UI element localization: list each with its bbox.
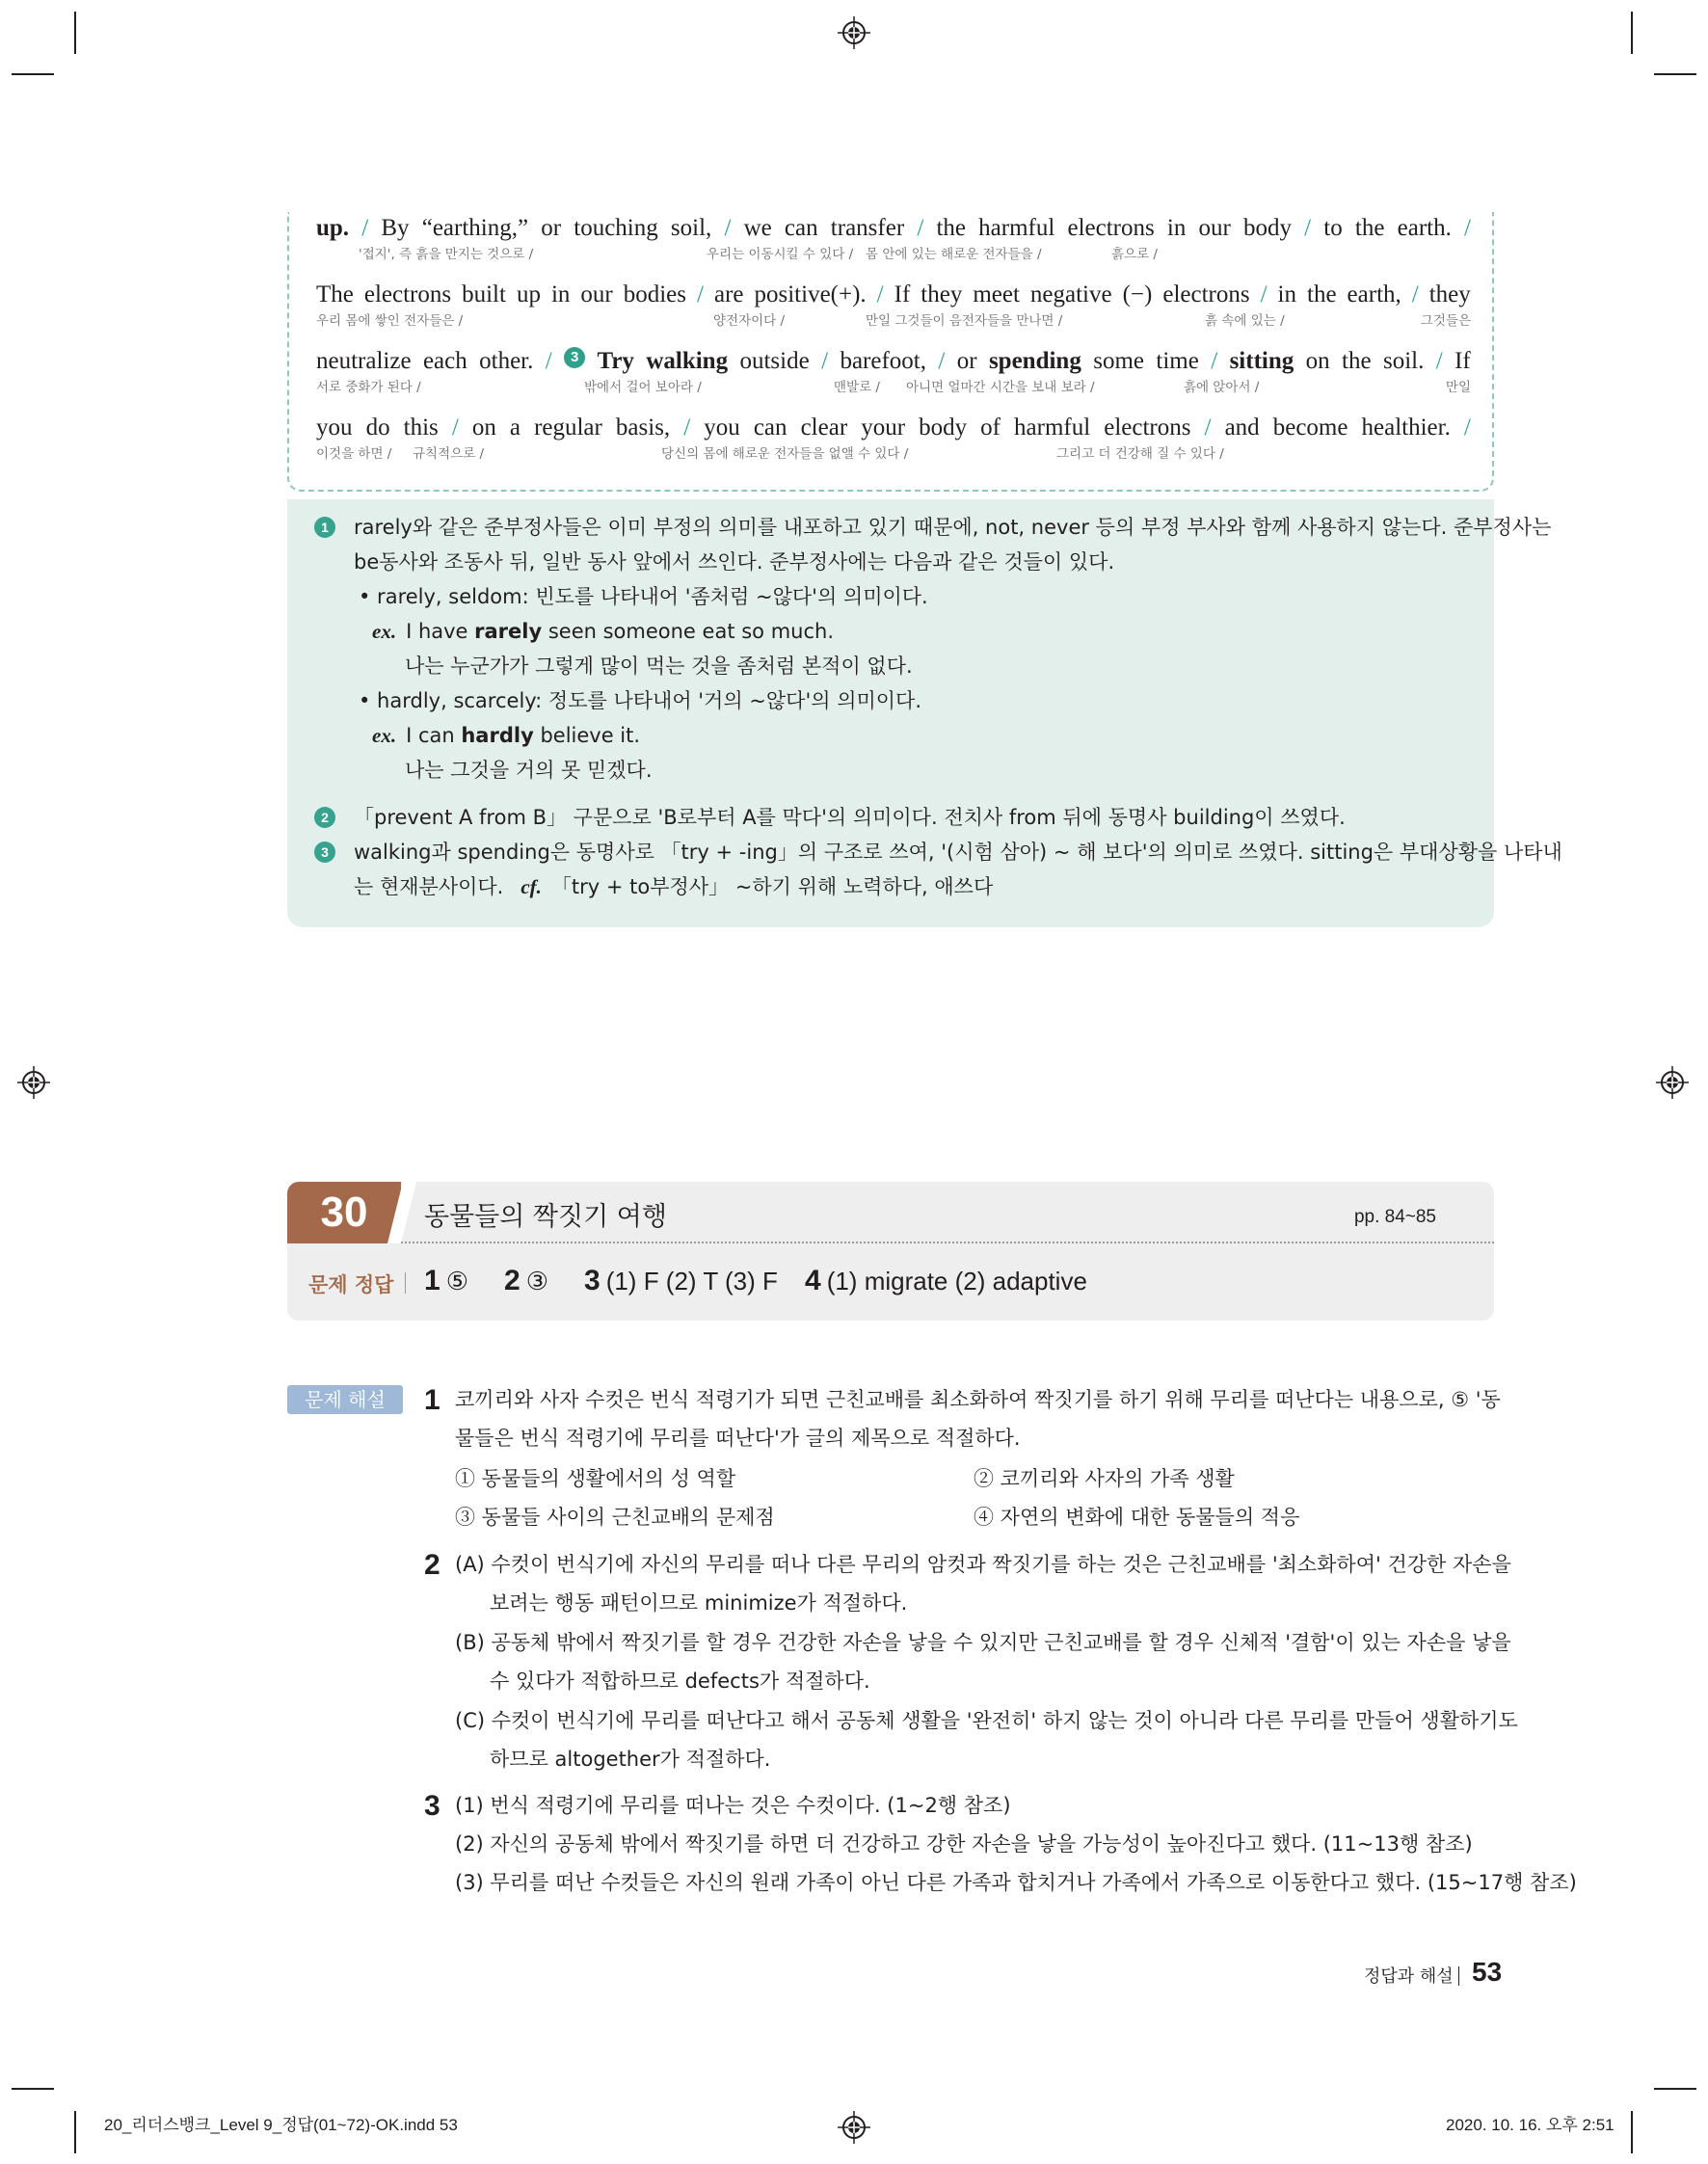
passage-korean	[316, 309, 1471, 329]
passage-word: are	[713, 281, 744, 307]
phrase-translation: 흙으로 /	[1111, 247, 1158, 262]
passage-word: the	[1307, 281, 1337, 307]
cf-label: cf.	[520, 875, 542, 898]
explanation-text: (C) 수컷이 번식기에 무리를 떠난다고 해서 공동체 생활을 '완전히' 하지 않는 것이 아니라 다른 무리를 만들어 생활하기도	[455, 1709, 1518, 1732]
phrase-translation: 밖에서 걸어 보아라 /	[584, 380, 702, 395]
section-pages: pp. 84~85	[1353, 1207, 1436, 1227]
note-marker-icon: 3	[564, 347, 585, 368]
passage-english	[316, 214, 1471, 243]
note-number-badge: 1	[314, 517, 335, 538]
phrase-divider: /	[1411, 281, 1419, 307]
passage-word: sitting	[1229, 348, 1294, 374]
answer-number: 2	[504, 1265, 520, 1296]
passage-word: we	[743, 215, 772, 241]
passage-english	[316, 414, 1471, 442]
phrase-translation: 그리고 더 건강해 질 수 있다 /	[1056, 446, 1224, 462]
explanation-text: 물들은 번식 적령기에 무리를 떠난다'가 글의 제목으로 적절하다.	[455, 1427, 1021, 1450]
passage-word: or	[541, 215, 562, 241]
page-number: 53	[1472, 1957, 1503, 1987]
registration-mark-icon	[1656, 1066, 1689, 1099]
phrase-translation: '접지', 즉 흙을 만지는 것으로 /	[359, 247, 534, 262]
passage-word: can	[753, 414, 787, 441]
example-keyword: rarely	[474, 620, 543, 643]
passage-word: electrons	[363, 281, 452, 307]
note-number-badge: 3	[314, 842, 335, 863]
question-number: 1	[424, 1384, 440, 1416]
passage-word: become	[1272, 414, 1348, 441]
phrase-translation: 흙에 앉아서 /	[1184, 380, 1260, 395]
passage-word: soil.	[1382, 348, 1425, 374]
passage-word: they	[921, 281, 963, 307]
crop-mark	[74, 12, 76, 54]
passage-word: other.	[479, 348, 534, 374]
passage-word: the	[1354, 215, 1385, 241]
phrase-divider: /	[451, 414, 459, 441]
question-number: 2	[424, 1549, 440, 1581]
phrase-divider: /	[1204, 414, 1212, 441]
note-bullet: • rarely, seldom: 빈도를 나타내어 '좀처럼 ~않다'의 의미이다.	[359, 585, 928, 608]
note-translation: 나는 그것을 거의 못 믿겠다.	[405, 759, 653, 782]
passage-word: on	[471, 414, 496, 441]
passage-word: earth,	[1347, 281, 1401, 307]
passage-word: clear	[800, 414, 848, 441]
note-text: be동사와 조동사 뒤, 일반 동사 앞에서 쓰인다. 준부정사에는 다음과 같은 것들이 있다.	[354, 550, 1115, 574]
phrase-divider: /	[683, 414, 691, 441]
registration-mark-icon	[838, 2111, 870, 2144]
note-translation: 나는 누군가가 그렇게 많이 먹는 것을 좀처럼 본적이 없다.	[405, 655, 913, 678]
answer-number: 3	[584, 1265, 600, 1296]
phrase-translation: 우리 몸에 쌓인 전자들은 /	[316, 313, 464, 329]
passage-word: electrons	[1162, 281, 1250, 307]
phrase-translation: 당신의 몸에 해로운 전자들을 없앨 수 있다 /	[661, 446, 909, 462]
phrase-divider: /	[1435, 348, 1443, 374]
answer-option: ① 동물들의 생활에서의 성 역할	[455, 1467, 736, 1490]
phrase-translation: 흙 속에 있는 /	[1205, 313, 1285, 329]
passage-word: do	[365, 414, 390, 441]
phrase-divider: /	[1304, 215, 1312, 241]
registration-mark-icon	[17, 1066, 50, 1099]
answer-item	[584, 1265, 778, 1297]
crop-mark	[1654, 2088, 1696, 2090]
passage-word: a	[509, 414, 520, 441]
explanation-text: (3) 무리를 떠난 수컷들은 자신의 원래 가족이 아닌 다른 가족과 합치거나 가족에서 가족으로 이동한다고 했다. (15~17행 참조)	[455, 1871, 1577, 1894]
note-number-badge: 2	[314, 807, 335, 828]
passage-word: or	[956, 348, 977, 374]
passage-word: electrons	[1067, 215, 1155, 241]
example-text: believe it.	[533, 724, 641, 747]
passage-word: this	[403, 414, 439, 441]
passage-word: built	[462, 281, 506, 307]
passage-word: up	[516, 281, 541, 307]
passage-word: “earthing,”	[421, 215, 529, 241]
passage-word: some	[1093, 348, 1144, 374]
passage-line	[316, 214, 1471, 272]
phrase-translation: 양전자이다 /	[713, 313, 786, 329]
passage-line	[316, 281, 1471, 338]
answer-value: ⑤	[445, 1267, 468, 1296]
explanation-text: (2) 자신의 공동체 밖에서 짝짓기를 하면 더 건강하고 강한 자손을 낳을 가능성이 높아진다고 했다. (11~13행 참조)	[455, 1832, 1473, 1856]
passage-korean	[316, 243, 1471, 262]
reading-passage-box	[287, 212, 1494, 492]
passage-word: in	[1166, 215, 1187, 241]
explanation-label: 문제 해설	[287, 1385, 403, 1414]
passage-word: in	[1277, 281, 1296, 307]
crop-mark	[12, 73, 54, 75]
passage-word: electrons	[1104, 414, 1191, 441]
explanation-text: 수 있다가 적합하므로 defects가 적절하다.	[490, 1670, 870, 1693]
question-number: 3	[424, 1790, 440, 1822]
passage-word: and	[1224, 414, 1260, 441]
note-example	[372, 721, 640, 750]
phrase-translation: 규칙적으로 /	[413, 446, 485, 462]
passage-word: earth.	[1397, 215, 1452, 241]
passage-word: body	[919, 414, 968, 441]
phrase-translation: 만일	[1445, 380, 1471, 395]
note-text: walking과 spending은 동명사로 「try + -ing」의 구조로 쓰여, '(시험 삼아) ~ 해 보다'의 의미로 쓰였다. sitting은 부대상황을 나타내	[354, 841, 1562, 864]
phrase-translation: 우리는 이동시킬 수 있다 /	[707, 247, 854, 262]
answer-item	[424, 1265, 468, 1297]
example-text: I can	[406, 724, 462, 747]
passage-korean	[316, 376, 1471, 395]
explanation-text: (B) 공동체 밖에서 짝짓기를 할 경우 건강한 자손을 낳을 수 있지만 근친교배를 할 경우 신체적 '결함'이 있는 자손을 낳을	[455, 1631, 1511, 1654]
phrase-translation: 몸 안에 있는 해로운 전자들을 /	[866, 247, 1042, 262]
passage-word: neutralize	[316, 348, 412, 374]
phrase-divider: /	[821, 348, 829, 374]
passage-word: regular	[534, 414, 602, 441]
answer-label: 문제 정답	[308, 1273, 394, 1296]
note-text: 「prevent A from B」 구문으로 'B로부터 A를 막다'의 의미이다. 전치사 from 뒤에 동명사 building이 쓰였다.	[354, 806, 1346, 829]
answer-option: ④ 자연의 변화에 대한 동물들의 적응	[974, 1506, 1300, 1529]
phrase-divider: /	[697, 281, 704, 307]
passage-word: positive(+).	[754, 281, 867, 307]
passage-word: Try	[597, 348, 634, 374]
passage-word: If	[894, 281, 911, 307]
passage-word: our	[1198, 215, 1231, 241]
explanation-text: (1) 번식 적령기에 무리를 떠나는 것은 수컷이다. (1~2행 참조)	[455, 1794, 1011, 1817]
phrase-divider: /	[724, 215, 732, 241]
passage-word: you	[704, 414, 740, 441]
phrase-divider: /	[545, 348, 552, 374]
answer-number: 1	[424, 1265, 440, 1296]
passage-word: to	[1323, 215, 1343, 241]
passage-word: on	[1305, 348, 1330, 374]
passage-english	[316, 281, 1471, 309]
answer-option: ② 코끼리와 사자의 가족 생활	[974, 1467, 1235, 1490]
folio-label: 정답과 해설	[1364, 1966, 1454, 1987]
passage-word: harmful	[1014, 414, 1091, 441]
passage-word: healthier.	[1361, 414, 1451, 441]
note-bullet: • hardly, scarcely: 정도를 나타내어 '거의 ~않다'의 의미이다.	[359, 689, 922, 712]
passage-line	[316, 347, 1471, 405]
phrase-translation: 서로 중화가 된다 /	[316, 380, 421, 395]
note-text-part: 「try + to부정사」 ~하기 위해 노력하다, 애쓰다	[550, 875, 994, 898]
passage-word: in	[550, 281, 571, 307]
crop-mark	[1631, 12, 1633, 54]
note-text-part: 는 현재분사이다.	[354, 875, 504, 898]
passage-word: If	[1454, 348, 1471, 374]
note-example	[372, 617, 834, 646]
example-keyword: hardly	[461, 724, 534, 747]
passage-word: the	[936, 215, 966, 241]
passage-word: transfer	[830, 215, 905, 241]
answer-number: 4	[805, 1265, 821, 1296]
registration-mark-icon	[838, 16, 870, 49]
crop-mark	[1631, 2111, 1633, 2153]
answer-item	[805, 1265, 1087, 1297]
phrase-translation: 이것을 하면 /	[316, 446, 392, 462]
phrase-divider: /	[1464, 215, 1471, 241]
crop-mark	[74, 2111, 76, 2153]
explanation-text: 하므로 altogether가 적절하다.	[490, 1748, 771, 1771]
passage-word: body	[1243, 215, 1292, 241]
passage-word: soil,	[670, 215, 712, 241]
passage-word: time	[1156, 348, 1199, 374]
passage-word: walking	[646, 348, 729, 374]
passage-korean	[316, 442, 1471, 462]
passage-word: of	[980, 414, 1001, 441]
example-text: I have	[406, 620, 475, 643]
answer-item	[504, 1265, 548, 1297]
passage-word: our	[580, 281, 613, 307]
phrase-translation: 아니면 얼마간 시간을 보내 보라 /	[906, 380, 1095, 395]
passage-word: spending	[988, 348, 1081, 374]
passage-word: By	[381, 215, 410, 241]
answer-value: (1) F (2) T (3) F	[605, 1267, 778, 1296]
passage-word: basis,	[615, 414, 671, 441]
passage-word: (−)	[1122, 281, 1153, 307]
folio-separator	[1458, 1966, 1459, 1986]
section-number: 30	[287, 1182, 401, 1243]
passage-line	[316, 414, 1471, 471]
passage-word: can	[784, 215, 818, 241]
passage-word: bodies	[623, 281, 687, 307]
answer-option: ③ 동물들 사이의 근친교배의 문제점	[455, 1506, 775, 1529]
phrase-divider: /	[1211, 348, 1218, 374]
answer-separator	[405, 1272, 406, 1294]
passage-word: you	[316, 414, 353, 441]
explanation-text: (A) 수컷이 번식기에 자신의 무리를 떠나 다른 무리의 암컷과 짝짓기를 하는 것은 근친교배를 '최소화하여' 건강한 자손을	[455, 1553, 1511, 1576]
example-label: ex.	[372, 724, 397, 747]
passage-word: each	[422, 348, 467, 374]
passage-word: they	[1428, 281, 1471, 307]
answer-value: ③	[525, 1267, 548, 1296]
passage-word: negative	[1029, 281, 1112, 307]
note-text: rarely와 같은 준부정사들은 이미 부정의 의미를 내포하고 있기 때문에, not, never 등의 부정 부사와 함께 사용하지 않는다. 준부정사는	[354, 516, 1552, 539]
passage-word: your	[861, 414, 906, 441]
example-label: ex.	[372, 620, 397, 643]
passage-word: harmful	[978, 215, 1055, 241]
slug-date: 2020. 10. 16. 오후 2:51	[1446, 2116, 1615, 2134]
example-text: seen someone eat so much.	[542, 620, 834, 643]
passage-word: The	[316, 281, 354, 307]
note-text	[354, 872, 993, 901]
phrase-divider: /	[917, 215, 924, 241]
phrase-translation: 만일 그것들이 음전자들을 만나면 /	[866, 313, 1063, 329]
passage-word: barefoot,	[840, 348, 926, 374]
phrase-divider: /	[361, 215, 369, 241]
phrase-divider: /	[1463, 414, 1471, 441]
phrase-divider: /	[876, 281, 884, 307]
passage-word: the	[1342, 348, 1372, 374]
explanation-text: 코끼리와 사자 수컷은 번식 적령기가 되면 근친교배를 최소화하여 짝짓기를 하기 위해 무리를 떠난다는 내용으로, ⑤ '동	[455, 1388, 1501, 1411]
passage-word: up.	[316, 215, 350, 241]
crop-mark	[1654, 73, 1696, 75]
phrase-translation: 그것들은	[1420, 313, 1471, 329]
passage-english	[316, 347, 1471, 376]
passage-word: meet	[973, 281, 1020, 307]
explanation-text: 보려는 행동 패턴이므로 minimize가 적절하다.	[490, 1591, 908, 1615]
section-title: 동물들의 짝짓기 여행	[424, 1202, 667, 1232]
passage-word: outside	[739, 348, 810, 374]
phrase-divider: /	[1260, 281, 1268, 307]
phrase-divider: /	[938, 348, 946, 374]
answer-value: (1) migrate (2) adaptive	[826, 1267, 1087, 1296]
passage-word: touching	[574, 215, 658, 241]
crop-mark	[12, 2088, 54, 2090]
slug-file-info: 20_리더스뱅크_Level 9_정답(01~72)-OK.indd 53	[104, 2116, 458, 2134]
phrase-translation: 맨발로 /	[834, 380, 880, 395]
